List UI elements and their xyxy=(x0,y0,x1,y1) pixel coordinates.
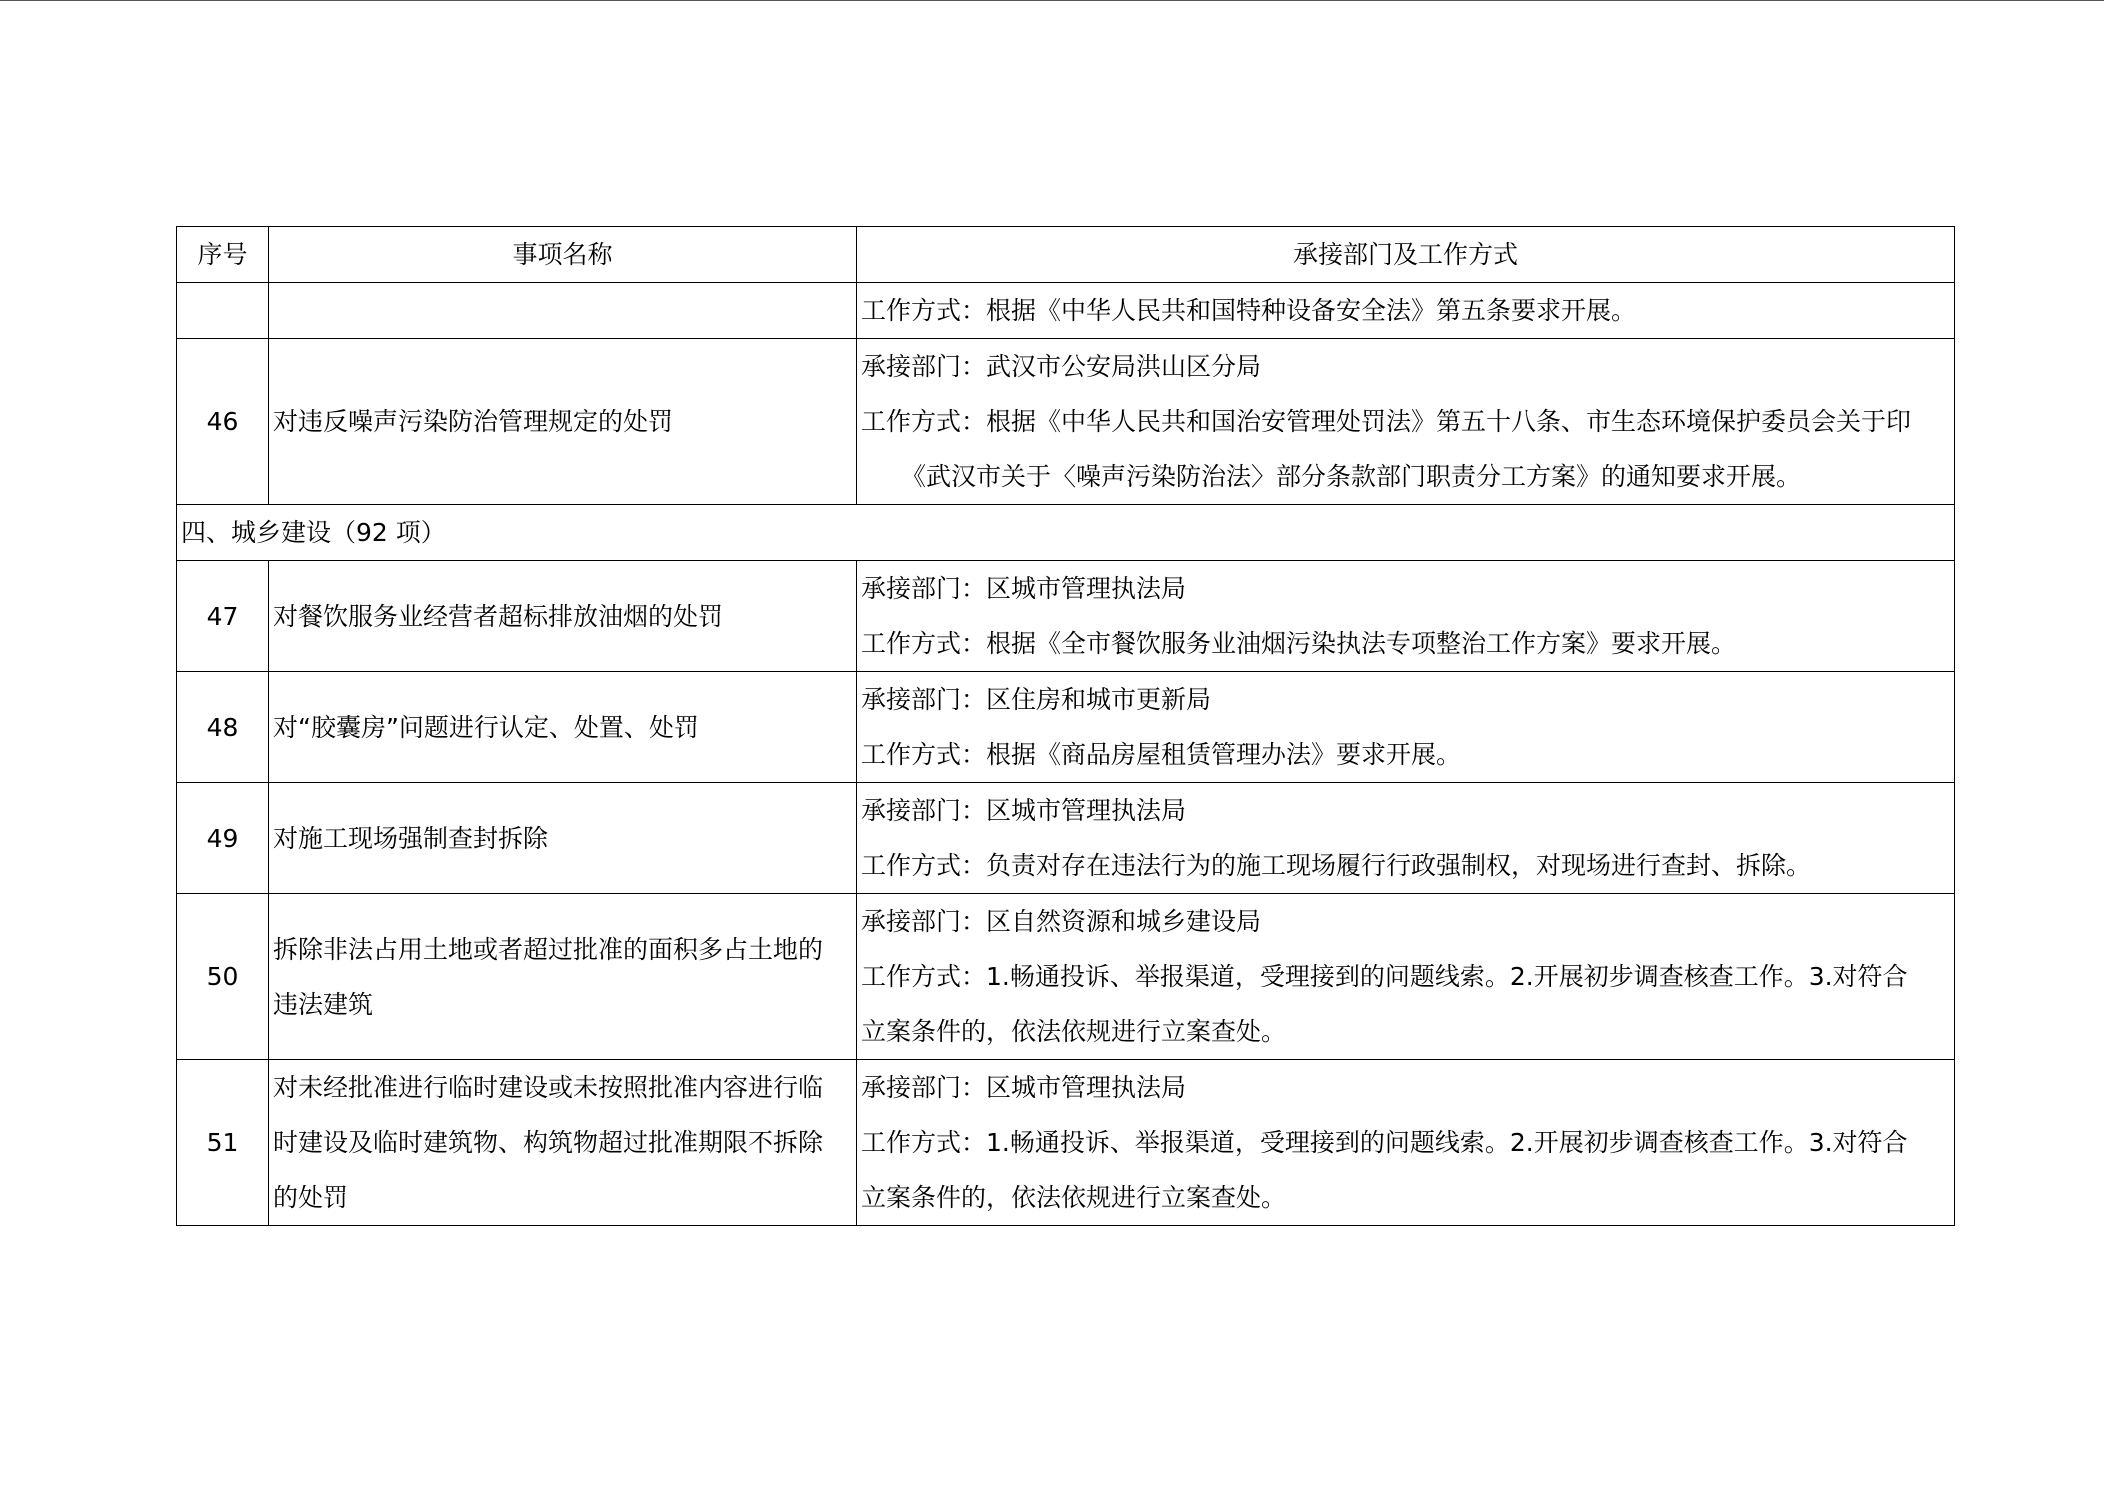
item-name-cell xyxy=(269,894,857,1060)
serial-number-cell: 48 xyxy=(177,672,269,783)
department-line: 承接部门：武汉市公安局洪山区分局 xyxy=(861,352,1262,381)
header-department-method: 承接部门及工作方式 xyxy=(857,227,1955,283)
serial-number-cell: 50 xyxy=(177,894,269,1060)
work-method-line: 工作方式：1.畅通投诉、举报渠道，受理接到的问题线索。2.开展初步调查核查工作。3.对符合 xyxy=(861,1128,1908,1157)
table-row xyxy=(177,783,1955,894)
work-method-line: 工作方式：根据《中华人民共和国治安管理处罚法》第五十八条、市生态环境保护委员会关于印 xyxy=(861,407,1912,436)
department-method-cell xyxy=(857,339,1955,505)
item-name-line: 拆除非法占用土地或者超过批准的面积多占土地的 xyxy=(273,934,824,964)
header-item-name: 事项名称 xyxy=(269,227,857,283)
work-method-line: 立案条件的，依法依规进行立案查处。 xyxy=(861,1017,1287,1046)
department-line: 承接部门：区城市管理执法局 xyxy=(861,1073,1187,1102)
item-name-line: 对未经批准进行临时建设或未按照批准内容进行临 xyxy=(273,1073,824,1102)
work-method-line: 工作方式：根据《商品房屋租赁管理办法》要求开展。 xyxy=(861,740,1462,769)
work-method-line: 工作方式：根据《全市餐饮服务业油烟污染执法专项整治工作方案》要求开展。 xyxy=(861,629,1737,658)
item-name-cell xyxy=(269,283,857,339)
department-method-cell xyxy=(857,1060,1955,1226)
table-row xyxy=(177,1060,1955,1226)
item-name-line: 违法建筑 xyxy=(273,989,374,1019)
page-top-border xyxy=(0,0,2104,1)
department-method-cell xyxy=(857,894,1955,1060)
table-row xyxy=(177,561,1955,672)
header-serial-number: 序号 xyxy=(177,227,269,283)
work-method-line: 《武汉市关于〈噪声污染防治法〉部分条款部门职责分工方案》的通知要求开展。 xyxy=(901,462,1802,491)
department-method-cell xyxy=(857,561,1955,672)
department-method-cell xyxy=(857,283,1955,339)
matters-table xyxy=(176,226,1955,1226)
table-row xyxy=(177,339,1955,505)
item-name-cell: 对施工现场强制查封拆除 xyxy=(269,783,857,894)
department-line: 承接部门：区自然资源和城乡建设局 xyxy=(861,907,1262,936)
table-header-row xyxy=(177,227,1955,283)
work-method-line: 工作方式：1.畅通投诉、举报渠道，受理接到的问题线索。2.开展初步调查核查工作。3.对符合 xyxy=(861,962,1908,991)
department-method-cell xyxy=(857,783,1955,894)
serial-number-cell: 46 xyxy=(177,339,269,505)
table-row xyxy=(177,672,1955,783)
department-line: 承接部门：区城市管理执法局 xyxy=(861,796,1187,825)
section-row xyxy=(177,505,1955,561)
section-heading: 四、城乡建设（92 项） xyxy=(177,505,1955,561)
work-method-line: 工作方式：根据《中华人民共和国特种设备安全法》第五条要求开展。 xyxy=(861,296,1637,325)
serial-number-cell: 51 xyxy=(177,1060,269,1226)
serial-number-cell xyxy=(177,283,269,339)
department-line: 承接部门：区住房和城市更新局 xyxy=(861,685,1212,714)
item-name-line: 时建设及临时建筑物、构筑物超过批准期限不拆除 xyxy=(273,1128,824,1157)
serial-number-cell: 47 xyxy=(177,561,269,672)
serial-number-cell: 49 xyxy=(177,783,269,894)
department-method-cell xyxy=(857,672,1955,783)
item-name-cell xyxy=(269,1060,857,1226)
item-name-cell: 对餐饮服务业经营者超标排放油烟的处罚 xyxy=(269,561,857,672)
work-method-line: 立案条件的，依法依规进行立案查处。 xyxy=(861,1183,1287,1212)
item-name-cell: 对“胶囊房”问题进行认定、处置、处罚 xyxy=(269,672,857,783)
item-name-cell: 对违反噪声污染防治管理规定的处罚 xyxy=(269,339,857,505)
item-name-line: 的处罚 xyxy=(273,1183,349,1212)
department-line: 承接部门：区城市管理执法局 xyxy=(861,574,1187,603)
table-row xyxy=(177,894,1955,1060)
work-method-line: 工作方式：负责对存在违法行为的施工现场履行行政强制权，对现场进行查封、拆除。 xyxy=(861,851,1812,880)
table-row xyxy=(177,283,1955,339)
